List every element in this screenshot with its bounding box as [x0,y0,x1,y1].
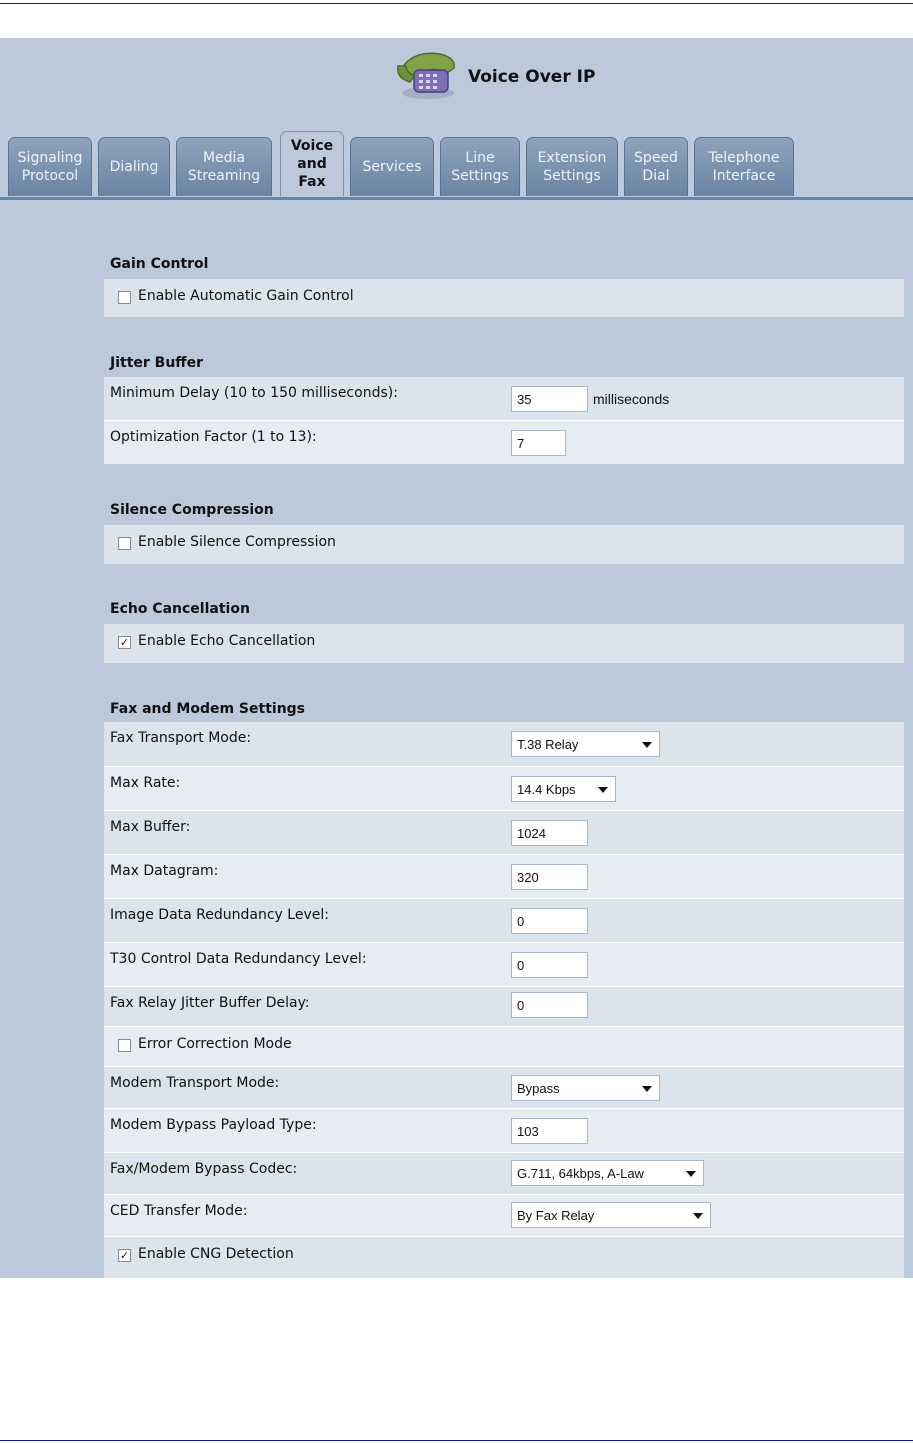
max-rate-value: 14.4 Kbps [517,782,576,797]
row-enable-agc [104,279,904,317]
page-bottom-rule [0,1440,913,1441]
row-max-rate [104,766,904,810]
chevron-down-icon [642,742,652,748]
chevron-down-icon [686,1171,696,1177]
tab-speed-dial[interactable]: Speed Dial [624,137,688,196]
max-buffer-input[interactable]: 1024 [511,820,588,846]
silence-compression-label: Enable Silence Compression [138,534,336,550]
cng-checkbox[interactable]: ✓ [119,1249,130,1262]
row-min-delay [104,377,904,420]
max-datagram-input[interactable]: 320 [511,864,588,890]
ecm-checkbox[interactable] [118,1039,131,1052]
tab-dialing[interactable]: Dialing [98,137,170,196]
min-delay-unit: milliseconds [593,391,670,407]
section-heading-echo-cancellation: Echo Cancellation [110,601,250,617]
bypass-codec-value: G.711, 64kbps, A-Law [517,1166,644,1181]
cng-label: Enable CNG Detection [138,1246,294,1262]
row-max-buffer [104,810,904,854]
row-cng-detection [104,1236,904,1278]
agc-label: Enable Automatic Gain Control [138,288,354,304]
row-modem-bypass-payload [104,1108,904,1152]
max-rate-select[interactable] [511,776,616,802]
row-fax-jitter [104,986,904,1026]
chevron-down-icon [598,787,608,793]
fax-transport-mode-select[interactable] [511,731,660,757]
row-max-datagram [104,854,904,898]
max-buffer-label: Max Buffer: [110,819,191,835]
tab-line-settings[interactable]: Line Settings [440,137,520,196]
chevron-down-icon [693,1213,703,1219]
section-heading-silence-compression: Silence Compression [110,502,274,518]
row-fax-transport-mode [104,722,904,766]
section-heading-jitter-buffer: Jitter Buffer [110,355,204,371]
row-modem-transport-mode [104,1066,904,1108]
min-delay-input[interactable]: 35 [511,386,588,412]
min-delay-label: Minimum Delay (10 to 150 milliseconds): [110,385,398,401]
echo-cancellation-checkbox[interactable]: ✓ [119,636,130,649]
modem-transport-mode-value: Bypass [517,1081,560,1096]
bypass-codec-label: Fax/Modem Bypass Codec: [110,1161,298,1177]
max-rate-label: Max Rate: [110,775,181,791]
chevron-down-icon [642,1086,652,1092]
row-opt-factor [104,420,904,464]
row-enable-silence-compression [104,525,904,564]
row-ced-transfer-mode [104,1194,904,1236]
image-redundancy-input[interactable]: 0 [511,908,588,934]
tab-signaling-protocol[interactable]: Signaling Protocol [8,137,92,196]
silence-compression-checkbox[interactable] [118,537,131,550]
modem-transport-mode-label: Modem Transport Mode: [110,1075,280,1091]
voip-settings-panel [0,38,913,1278]
fax-transport-mode-value: T.38 Relay [517,737,579,752]
tab-voice-and-fax[interactable]: Voice and Fax [280,131,344,196]
tab-telephone-interface[interactable]: Telephone Interface [694,137,794,196]
opt-factor-label: Optimization Factor (1 to 13): [110,429,317,445]
tab-bar [0,137,913,199]
modem-bypass-payload-label: Modem Bypass Payload Type: [110,1117,317,1133]
row-bypass-codec [104,1152,904,1194]
agc-checkbox[interactable] [118,291,131,304]
tab-media-streaming[interactable]: Media Streaming [176,137,272,196]
ecm-label: Error Correction Mode [138,1036,292,1052]
ced-transfer-mode-value: By Fax Relay [517,1208,595,1223]
row-t30-redundancy [104,942,904,986]
row-error-correction [104,1026,904,1066]
tab-extension-settings[interactable]: Extension Settings [526,137,618,196]
page-header [0,46,913,102]
t30-redundancy-label: T30 Control Data Redundancy Level: [110,951,367,967]
page-title: Voice Over IP [468,67,596,87]
t30-redundancy-input[interactable]: 0 [511,952,588,978]
opt-factor-input[interactable]: 7 [511,430,566,456]
tab-services[interactable]: Services [350,137,434,196]
section-heading-fax-modem: Fax and Modem Settings [110,701,306,717]
row-enable-echo-cancellation [104,624,904,663]
tab-underline [0,197,913,200]
modem-bypass-payload-input[interactable]: 103 [511,1118,588,1144]
modem-transport-mode-select[interactable] [511,1075,660,1101]
bypass-codec-select[interactable] [511,1160,704,1186]
ced-transfer-mode-select[interactable] [511,1202,711,1228]
phone-icon [392,46,462,102]
page-top-rule [0,3,913,4]
fax-jitter-label: Fax Relay Jitter Buffer Delay: [110,995,310,1011]
image-redundancy-label: Image Data Redundancy Level: [110,907,329,923]
max-datagram-label: Max Datagram: [110,863,219,879]
fax-transport-mode-label: Fax Transport Mode: [110,730,252,746]
echo-cancellation-label: Enable Echo Cancellation [138,633,316,649]
fax-jitter-input[interactable]: 0 [511,992,588,1018]
section-heading-gain-control: Gain Control [110,256,209,272]
ced-transfer-mode-label: CED Transfer Mode: [110,1203,248,1219]
row-image-redundancy [104,898,904,942]
